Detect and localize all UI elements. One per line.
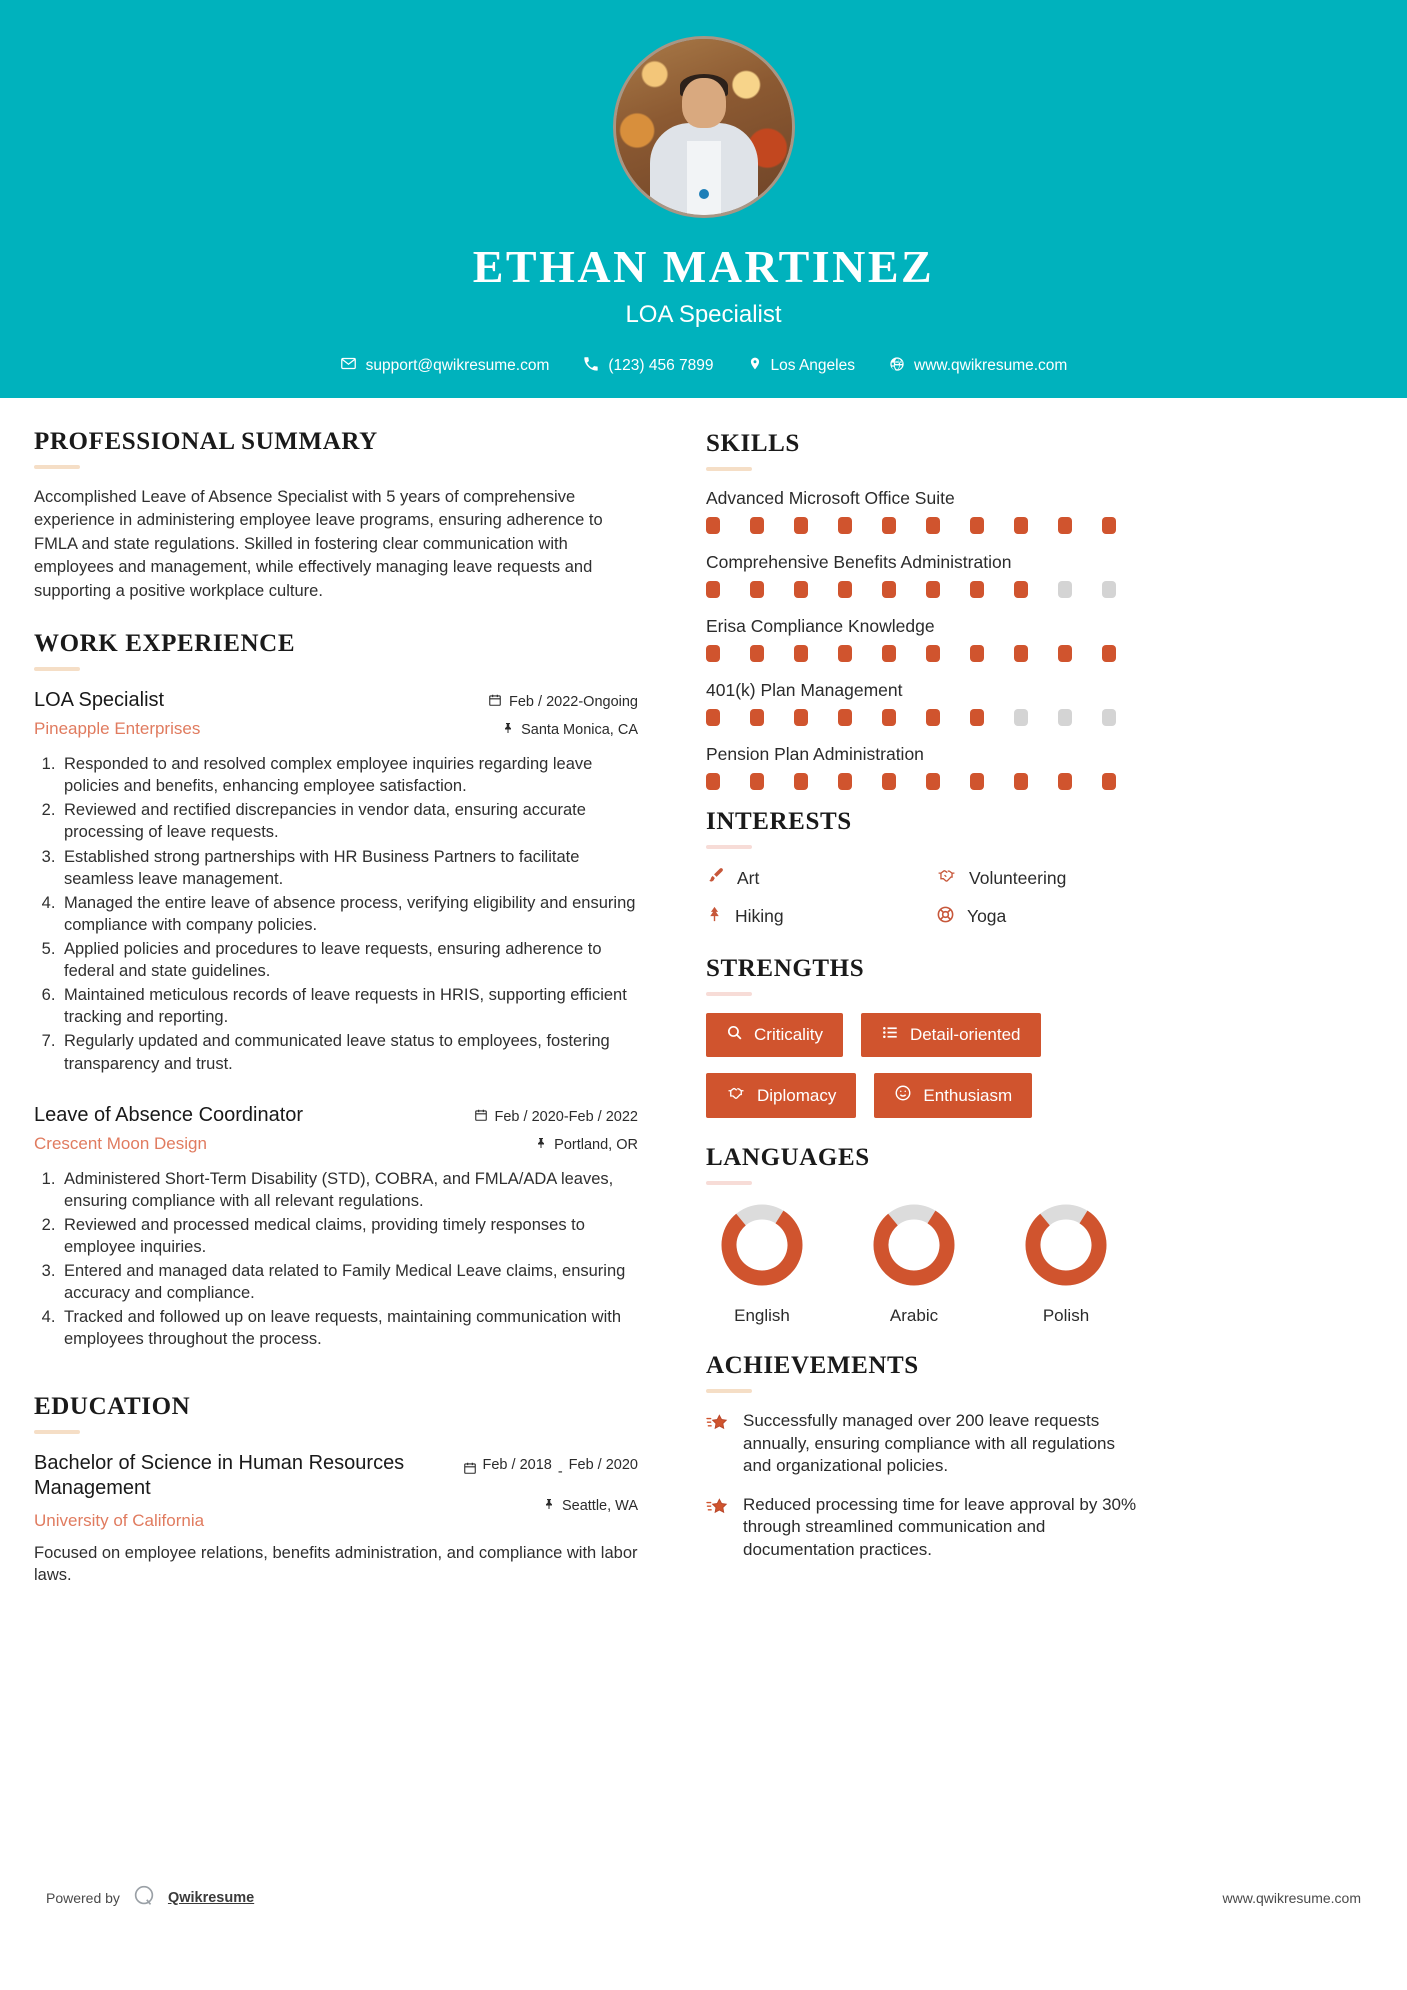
skill-dot-filled [882, 709, 896, 726]
skill-dot-filled [970, 581, 984, 598]
section-heading-work: WORK EXPERIENCE [34, 630, 296, 658]
section-achievements [706, 1352, 1376, 1562]
paintbrush-icon [706, 866, 725, 890]
skill-dot-empty [1102, 709, 1116, 726]
education-item [34, 1451, 638, 1587]
list-item: 2. Reviewed and rectified discrepancies in vendor data, ensuring accurate processing of leave requests. [60, 799, 638, 843]
skill-dot-filled [838, 517, 852, 534]
smiley-icon [894, 1084, 912, 1107]
interest-label: Volunteering [969, 867, 1067, 888]
skill-dot-filled [750, 517, 764, 534]
skill-dot-filled [1058, 773, 1072, 790]
contact-website[interactable] [872, 356, 1084, 377]
skill-dot-filled [882, 581, 896, 598]
list-item: 2. Reviewed and processed medical claims, providing timely responses to employee inquiries. [60, 1214, 638, 1258]
skill-label: Comprehensive Benefits Administration [706, 552, 1012, 572]
resume-header [0, 0, 1407, 398]
phone-icon [583, 356, 599, 377]
avatar-head [682, 78, 726, 128]
language-donut-chart [871, 1202, 957, 1288]
interest-item-art [706, 866, 936, 890]
achievement-text: Successfully managed over 200 leave requests annually, ensuring compliance with all regulations and organizational policies. [743, 1411, 1116, 1476]
skill-dot-filled [882, 517, 896, 534]
avatar-pin [699, 189, 709, 199]
section-interests [706, 808, 1376, 929]
section-heading-skills: SKILLS [706, 430, 800, 457]
page-footer [0, 1883, 1407, 1912]
skill-dot-filled [1014, 773, 1028, 790]
list-item: 4. Managed the entire leave of absence process, verifying eligibility and ensuring compliance with company policies. [60, 892, 638, 936]
resume-body [0, 398, 1407, 1587]
contact-email[interactable] [323, 355, 567, 377]
experience-dates [468, 1108, 638, 1126]
handshake-icon [936, 866, 957, 890]
list-item: 3. Established strong partnerships with HR Business Partners to facilitate seamless leave management. [60, 846, 638, 890]
achievement-item [706, 1410, 1376, 1478]
footer-url: www.qwikresume.com [1222, 1889, 1361, 1906]
skill-dot-filled [750, 645, 764, 662]
section-professional-summary [34, 428, 638, 603]
search-icon [726, 1024, 743, 1046]
powered-by-label: Powered by [46, 1889, 120, 1906]
experience-item [34, 688, 638, 1075]
skill-item [706, 488, 1376, 534]
section-heading-education: EDUCATION [34, 1392, 191, 1420]
avatar [613, 36, 795, 218]
skill-rating [706, 709, 1376, 726]
skills-list [706, 488, 1376, 790]
powered-by-group [46, 1883, 254, 1912]
experience-dates-text: Feb / 2020-Feb / 2022 [494, 1108, 638, 1125]
skill-dot-filled [838, 645, 852, 662]
education-description: Focused on employee relations, benefits administration, and compliance with labor laws. [34, 1543, 638, 1585]
experience-location [468, 721, 638, 739]
list-item: 5. Applied policies and procedures to leave requests, ensuring adherence to federal and state guidelines. [60, 938, 638, 982]
skill-dot-filled [926, 645, 940, 662]
skill-rating [706, 581, 1376, 598]
section-heading-strengths: STRENGTHS [706, 955, 865, 982]
summary-text: Accomplished Leave of Absence Specialist with 5 years of comprehensive experience in administering employee leave programs, ensuring adherence to FMLA and state regulations. Skilled in fostering clear communication with employees and management, while effectively managing leave requests and supporting a positive workplace culture. [34, 488, 603, 600]
skill-dot-filled [794, 517, 808, 534]
experience-item [34, 1103, 638, 1351]
skill-dot-filled [706, 645, 720, 662]
date-separator: - [557, 1463, 563, 1480]
language-donut-chart [719, 1202, 805, 1288]
section-work-experience [34, 630, 638, 1350]
skill-dot-filled [1058, 645, 1072, 662]
skill-dot-filled [706, 581, 720, 598]
skill-item [706, 744, 1376, 790]
skill-dot-filled [838, 773, 852, 790]
website-icon [889, 356, 905, 377]
education-location-text: Seattle, WA [561, 1497, 638, 1514]
skill-label: Advanced Microsoft Office Suite [706, 488, 955, 508]
calendar-icon [474, 1108, 488, 1126]
experience-dates-text: Feb / 2022-Ongoing [509, 694, 638, 711]
section-divider [706, 1181, 752, 1185]
skill-rating [706, 645, 1376, 662]
job-title: LOA Specialist [625, 301, 782, 329]
contact-email-text: support@qwikresume.com [365, 357, 550, 375]
contact-location[interactable] [731, 355, 872, 377]
achievement-text: Reduced processing time for leave approval by 30% through streamlined communication and documentation practices. [743, 1494, 1137, 1560]
section-divider [706, 845, 752, 849]
contact-phone[interactable] [566, 356, 730, 377]
list-item: 4. Tracked and followed up on leave requests, maintaining communication with employees throughout the process. [60, 1306, 638, 1350]
education-dates [463, 1456, 639, 1481]
skill-dot-filled [1102, 517, 1116, 534]
experience-location-text: Santa Monica, CA [521, 722, 638, 739]
skill-dot-filled [794, 581, 808, 598]
education-location [463, 1497, 639, 1515]
list-item: 1. Responded to and resolved complex employee inquiries regarding leave policies and benefits, enhancing employee satisfaction. [60, 753, 638, 797]
handshake-icon [726, 1084, 746, 1107]
skill-dot-filled [706, 773, 720, 790]
section-divider [706, 467, 752, 471]
contact-bar [323, 355, 1085, 377]
avatar-shirt [687, 141, 721, 215]
list-icon [881, 1024, 899, 1046]
section-heading-interests: INTERESTS [706, 808, 852, 835]
tree-icon [706, 904, 723, 929]
skill-dot-filled [926, 581, 940, 598]
interest-label: Art [737, 867, 760, 888]
skill-dot-filled [926, 517, 940, 534]
calendar-icon [463, 1456, 477, 1480]
skill-dot-filled [1014, 581, 1028, 598]
qwikresume-logo-icon [131, 1883, 157, 1912]
section-heading-languages: LANGUAGES [706, 1144, 870, 1171]
skill-dot-filled [794, 645, 808, 662]
education-date-end: Feb / 2020 [568, 1456, 638, 1473]
left-column [34, 398, 638, 1587]
lifebuoy-icon [936, 905, 955, 929]
education-degree: Bachelor of Science in Human Resources Management [34, 1451, 405, 1500]
interest-item-yoga [936, 904, 1376, 929]
skill-label: Erisa Compliance Knowledge [706, 616, 935, 636]
contact-website-text: www.qwikresume.com [914, 357, 1068, 375]
experience-bullets [34, 1168, 638, 1351]
star-icon [706, 1413, 730, 1440]
skill-rating [706, 773, 1376, 790]
section-divider [34, 1430, 80, 1434]
skill-item [706, 680, 1376, 726]
experience-bullets [34, 753, 638, 1075]
skill-item [706, 616, 1376, 662]
language-item [1016, 1202, 1116, 1326]
education-school: University of California [34, 1510, 205, 1530]
section-strengths [706, 955, 1376, 1118]
list-item: 7. Regularly updated and communicated leave status to employees, fostering transparency and trust. [60, 1030, 638, 1074]
skill-dot-filled [1014, 517, 1028, 534]
language-item [864, 1202, 964, 1326]
interest-item-volunteering [936, 866, 1376, 890]
pin-icon [502, 721, 514, 739]
pin-icon [535, 1136, 547, 1154]
skill-dot-filled [838, 581, 852, 598]
achievement-item [706, 1494, 1376, 1562]
contact-location-text: Los Angeles [770, 357, 855, 375]
languages-list [706, 1202, 1376, 1326]
experience-location-text: Portland, OR [554, 1136, 638, 1153]
section-divider [706, 1389, 752, 1393]
star-icon [706, 1497, 730, 1524]
interest-label: Yoga [967, 906, 1007, 926]
skill-dot-filled [1102, 773, 1116, 790]
strength-badge-criticality [706, 1013, 843, 1057]
skill-rating [706, 517, 1376, 534]
strength-badge-enthusiasm [874, 1073, 1032, 1118]
language-donut-chart [1023, 1202, 1109, 1288]
skill-dot-empty [1014, 709, 1028, 726]
pin-icon [543, 1497, 555, 1515]
skill-dot-empty [1058, 581, 1072, 598]
language-label: English [734, 1306, 790, 1325]
location-icon [748, 355, 762, 377]
section-divider [706, 992, 752, 996]
qwikresume-link[interactable]: Qwikresume [167, 1889, 255, 1906]
experience-company: Crescent Moon Design [34, 1133, 207, 1153]
skill-dot-filled [750, 581, 764, 598]
experience-role: LOA Specialist [34, 689, 165, 712]
skill-dot-filled [706, 517, 720, 534]
strength-label: Criticality [754, 1025, 823, 1044]
strength-badge-diplomacy [706, 1073, 856, 1118]
skill-dot-empty [1102, 581, 1116, 598]
skill-dot-filled [1102, 645, 1116, 662]
section-skills [706, 430, 1376, 790]
calendar-icon [488, 693, 502, 711]
page-title: ETHAN MARTINEZ [472, 241, 935, 292]
strength-badge-detail-oriented [861, 1013, 1041, 1057]
section-divider [34, 667, 80, 671]
skill-dot-filled [750, 709, 764, 726]
interest-item-hiking [706, 904, 936, 929]
experience-company: Pineapple Enterprises [34, 719, 201, 739]
experience-location [468, 1136, 638, 1154]
language-label: Arabic [889, 1306, 939, 1325]
email-icon [340, 355, 357, 377]
list-item: 6. Maintained meticulous records of leave requests in HRIS, supporting efficient tracking and reporting. [60, 984, 638, 1028]
list-item: 1. Administered Short-Term Disability (STD), COBRA, and FMLA/ADA leaves, ensuring compliance with all relevant regulations. [60, 1168, 638, 1212]
section-languages [706, 1144, 1376, 1326]
skill-dot-filled [970, 773, 984, 790]
section-heading-achievements: ACHIEVEMENTS [706, 1352, 919, 1379]
skill-dot-filled [794, 773, 808, 790]
skill-dot-filled [970, 645, 984, 662]
education-date-start: Feb / 2018 [482, 1456, 552, 1473]
skill-label: 401(k) Plan Management [706, 680, 903, 700]
skill-item [706, 552, 1376, 598]
language-item [712, 1202, 812, 1326]
right-column [676, 398, 1376, 1587]
list-item: 3. Entered and managed data related to Family Medical Leave claims, ensuring accuracy and compliance. [60, 1260, 638, 1304]
experience-dates [468, 693, 638, 711]
strength-label: Enthusiasm [923, 1085, 1013, 1105]
experience-role: Leave of Absence Coordinator [34, 1103, 304, 1126]
skill-dot-filled [926, 709, 940, 726]
section-divider [34, 465, 80, 469]
skill-label: Pension Plan Administration [706, 744, 924, 764]
strength-label: Detail-oriented [909, 1025, 1021, 1044]
strength-label: Diplomacy [757, 1085, 837, 1105]
interest-label: Hiking [735, 906, 784, 926]
interests-list [706, 866, 1376, 929]
section-education [34, 1393, 638, 1587]
language-label: Polish [1042, 1306, 1090, 1325]
skill-dot-filled [970, 517, 984, 534]
skill-dot-filled [970, 709, 984, 726]
contact-phone-text: (123) 456 7899 [608, 357, 714, 375]
skill-dot-filled [706, 709, 720, 726]
skill-dot-filled [794, 709, 808, 726]
skill-dot-filled [838, 709, 852, 726]
section-heading-summary: PROFESSIONAL SUMMARY [34, 428, 378, 455]
skill-dot-filled [1058, 517, 1072, 534]
skill-dot-filled [750, 773, 764, 790]
skill-dot-filled [1014, 645, 1028, 662]
strengths-list [706, 1013, 1166, 1118]
skill-dot-filled [926, 773, 940, 790]
skill-dot-empty [1058, 709, 1072, 726]
skill-dot-filled [882, 645, 896, 662]
skill-dot-filled [882, 773, 896, 790]
